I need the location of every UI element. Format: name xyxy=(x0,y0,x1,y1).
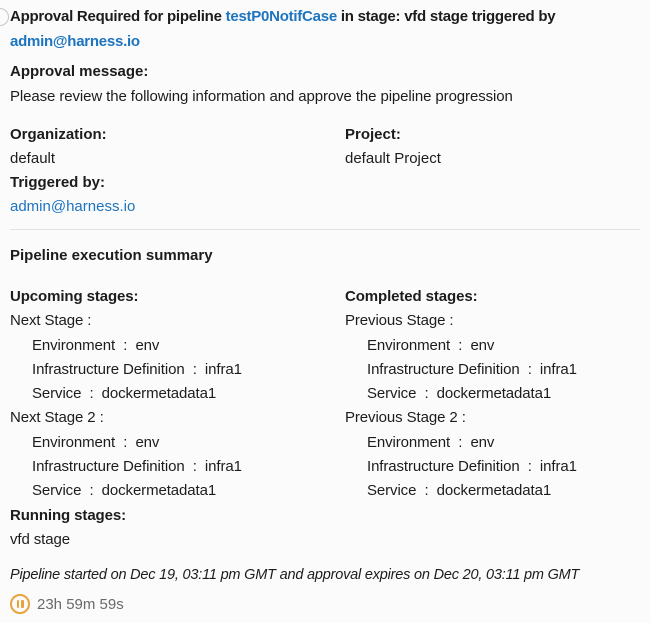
stage-name: Previous Stage : xyxy=(345,312,454,330)
stage-field-environment: Environment : env xyxy=(367,433,495,451)
stage-field-environment: Environment : env xyxy=(32,336,160,354)
stage-field-service: Service : dockermetadata1 xyxy=(367,385,552,403)
pause-bar xyxy=(21,600,24,608)
stage-group xyxy=(345,406,640,503)
cropped-avatar-edge-icon xyxy=(0,8,9,26)
organization-value: default xyxy=(10,150,56,167)
stage-field-service: Service : dockermetadata1 xyxy=(367,482,552,500)
completed-stages-column xyxy=(345,285,640,552)
approval-message-text: Please review the following information and approve the pipeline progression xyxy=(10,88,513,105)
approval-countdown xyxy=(10,594,640,614)
stage-field-environment: Environment : env xyxy=(367,336,495,354)
project-value: default Project xyxy=(345,150,441,167)
stage-field-infrastructure: Infrastructure Definition : infra1 xyxy=(32,458,242,476)
pause-bar xyxy=(17,600,20,608)
message-title xyxy=(10,4,640,54)
stage-field-service: Service : dockermetadata1 xyxy=(32,385,217,403)
stage-field-infrastructure: Infrastructure Definition : infra1 xyxy=(32,360,242,378)
upcoming-stages-column xyxy=(10,285,345,552)
title-middle: in stage: vfd stage triggered by xyxy=(340,8,556,25)
stage-name: Next Stage : xyxy=(10,312,92,330)
stage-field-infrastructure: Infrastructure Definition : infra1 xyxy=(367,458,577,476)
message-title-line1 xyxy=(10,4,640,29)
stage-field-service: Service : dockermetadata1 xyxy=(32,482,217,500)
section-divider xyxy=(10,229,640,230)
details-grid xyxy=(10,123,640,219)
countdown-text: 23h 59m 59s xyxy=(37,595,124,613)
pipeline-summary-heading: Pipeline execution summary xyxy=(10,247,213,264)
details-left-column xyxy=(10,123,345,219)
stage-field-environment: Environment : env xyxy=(32,433,160,451)
message-title-line2 xyxy=(10,29,640,54)
running-stages-label: Running stages: xyxy=(10,506,127,524)
upcoming-stages-label: Upcoming stages: xyxy=(10,288,139,305)
stage-name: Next Stage 2 : xyxy=(10,409,104,427)
title-prefix: Approval Required for pipeline xyxy=(10,8,222,25)
stage-name: Previous Stage 2 : xyxy=(345,409,466,427)
pause-timer-icon xyxy=(10,594,30,614)
stage-group xyxy=(345,309,640,406)
completed-stages-label: Completed stages: xyxy=(345,288,478,305)
running-stage-value: vfd stage xyxy=(10,530,70,548)
project-label: Project: xyxy=(345,126,401,143)
stage-field-infrastructure: Infrastructure Definition : infra1 xyxy=(367,360,577,378)
pipeline-link[interactable]: testP0NotifCase xyxy=(225,8,337,25)
triggered-by-value-link[interactable]: admin@harness.io xyxy=(10,198,136,215)
pipeline-timing-note: Pipeline started on Dec 19, 03:11 pm GMT and approval expires on Dec 20, 03:11 pm GMT xyxy=(10,567,580,584)
stage-group xyxy=(10,309,345,406)
triggered-by-label: Triggered by: xyxy=(10,174,106,191)
approval-message-label: Approval message: xyxy=(10,63,149,80)
stages-grid xyxy=(10,285,640,552)
organization-label: Organization: xyxy=(10,126,107,143)
triggered-by-user-link[interactable]: admin@harness.io xyxy=(10,33,140,50)
stage-group xyxy=(10,406,345,503)
details-right-column xyxy=(345,123,640,219)
